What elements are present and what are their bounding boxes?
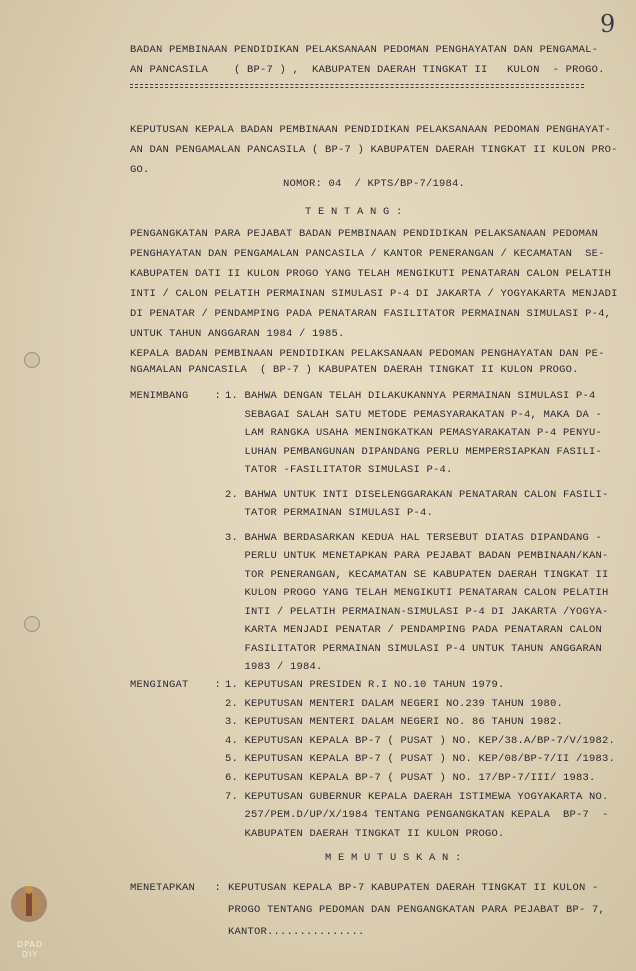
header-line-2: AN PANCASILA ( BP-7 ) , KABUPATEN DAERAH TINGKAT II KULON - PROGO. — [130, 64, 605, 76]
mengingat-item: 2. KEPUTUSAN MENTERI DALAM NEGERI NO.239 TAHUN 1980. — [225, 697, 564, 710]
punch-hole-bottom — [24, 616, 40, 632]
menetapkan-label: MENETAPKAN : — [130, 882, 222, 894]
menimbang-item-line: PERLU UNTUK MENETAPKAN PARA PEJABAT BADAN PEMBINAAN/KAN- — [225, 550, 609, 562]
mengingat-item: 5. KEPUTUSAN KEPALA BP-7 ( PUSAT ) NO. KEP/08/BP-7/II /1983. — [225, 753, 616, 766]
decree-number: NOMOR: 04 / KPTS/BP-7/1984. — [283, 178, 466, 190]
tentang-line: INTI / CALON PELATIH PERMAINAN SIMULASI P-4 DI JAKARTA / YOGYAKARTA MENJADI — [130, 288, 618, 300]
title-line-3: GO. — [130, 164, 150, 176]
tentang-line: KABUPATEN DATI II KULON PROGO YANG TELAH MENGIKUTI PENATARAN CALON PELATIH — [130, 268, 612, 280]
mengingat-item: 1. KEPUTUSAN PRESIDEN R.I NO.10 TAHUN 1979. — [225, 679, 505, 691]
punch-hole-top — [24, 352, 40, 368]
kepala-line: KEPALA BADAN PEMBINAAN PENDIDIKAN PELAKSANAAN PEDOMAN PENGHAYATAN DAN PE- — [130, 348, 605, 360]
mengingat-label: MENGINGAT : — [130, 679, 222, 691]
menimbang-item-line: 1983 / 1984. — [225, 661, 323, 673]
mengingat-item: 3. KEPUTUSAN MENTERI DALAM NEGERI NO. 86 TAHUN 1982. — [225, 716, 564, 729]
watermark-line-2: DIY — [21, 950, 39, 959]
tentang-heading: T E N T A N G : — [305, 206, 403, 218]
header-divider-second — [130, 87, 584, 88]
header-line-1: BADAN PEMBINAAN PENDIDIKAN PELAKSANAAN PEDOMAN PENGHAYATAN DAN PENGAMAL- — [130, 44, 599, 56]
tentang-line: DI PENATAR / PENDAMPING PADA PENATARAN FASILITATOR PERMAINAN SIMULASI P-4, — [130, 308, 612, 320]
menimbang-item-line: 3. BAHWA BERDASARKAN KEDUA HAL TERSEBUT DIATAS DIPANDANG - — [225, 531, 603, 544]
title-line-1: KEPUTUSAN KEPALA BADAN PEMBINAAN PENDIDIKAN PELAKSANAAN PEDOMAN PENGHAYAT- — [130, 124, 612, 136]
menimbang-item-line: LAM RANGKA USAHA MENINGKATKAN PEMASYARAKATAN P-4 PENYU- — [225, 427, 603, 439]
kepala-line: NGAMALAN PANCASILA ( BP-7 ) KABUPATEN DAERAH TINGKAT II KULON PROGO. — [130, 364, 579, 376]
watermark-text — [10, 940, 50, 960]
menimbang-item-line: FASILITATOR PERMAINAN SIMULASI P-4 UNTUK TAHUN ANGGARAN — [225, 642, 603, 655]
menimbang-label: MENIMBANG : — [130, 390, 222, 402]
page-number: 9 — [600, 10, 616, 38]
mengingat-item: 6. KEPUTUSAN KEPALA BP-7 ( PUSAT ) NO. 17/BP-7/III/ 1983. — [225, 772, 596, 784]
menimbang-item-line: TATOR PERMAINAN SIMULASI P-4. — [225, 507, 434, 519]
mengingat-item: 4. KEPUTUSAN KEPALA BP-7 ( PUSAT ) NO. KEP/38.A/BP-7/V/1982. — [225, 734, 616, 747]
menetapkan-line: KEPUTUSAN KEPALA BP-7 KABUPATEN DAERAH TINGKAT II KULON - — [228, 882, 599, 894]
menimbang-item-line: TOR PENERANGAN, KECAMATAN SE KABUPATEN DAERAH TINGKAT II — [225, 568, 609, 581]
memutuskan-heading: M E M U T U S K A N : — [325, 852, 462, 864]
menimbang-item-line: LUHAN PEMBANGUNAN DIPANDANG PERLU MEMPERSIAPKAN FASILI- — [225, 445, 603, 458]
mengingat-item: 7. KEPUTUSAN GUBERNUR KEPALA DAERAH ISTIMEWA YOGYAKARTA NO. — [225, 790, 609, 803]
menimbang-item-line: KARTA MENJADI PENATAR / PENDAMPING PADA PENATARAN CALON — [225, 624, 603, 636]
menimbang-item-line: 1. BAHWA DENGAN TELAH DILAKUKANNYA PERMAINAN SIMULASI P-4 — [225, 390, 596, 402]
mengingat-item: KABUPATEN DAERAH TINGKAT II KULON PROGO. — [225, 827, 505, 840]
archive-seal-icon — [6, 880, 52, 940]
tentang-line: PENGANGKATAN PARA PEJABAT BADAN PEMBINAAN PENDIDIKAN PELAKSANAAN PEDOMAN — [130, 228, 599, 240]
tentang-line: UNTUK TAHUN ANGGARAN 1984 / 1985. — [130, 328, 345, 340]
watermark-line-1: DPAD — [16, 940, 44, 949]
mengingat-item: 257/PEM.D/UP/X/1984 TENTANG PENGANGKATAN KEPALA BP-7 - — [225, 809, 609, 822]
menimbang-item-line: TATOR -FASILITATOR SIMULASI P-4. — [225, 464, 453, 476]
menimbang-item-line: KULON PROGO YANG TELAH MENGIKUTI PENATARAN CALON PELATIH — [225, 587, 609, 599]
menimbang-item-line: SEBAGAI SALAH SATU METODE PEMASYARAKATAN P-4, MAKA DA - — [225, 408, 603, 421]
menimbang-item-line: INTI / PELATIH PERMAINAN-SIMULASI P-4 DI JAKARTA /YOGYA- — [225, 605, 609, 618]
tentang-line: PENGHAYATAN DAN PENGAMALAN PANCASILA / KANTOR PENERANGAN / KECAMATAN SE- — [130, 248, 605, 260]
menimbang-item-line: 2. BAHWA UNTUK INTI DISELENGGARAKAN PENATARAN CALON FASILI- — [225, 488, 609, 501]
title-line-2: AN DAN PENGAMALAN PANCASILA ( BP-7 ) KABUPATEN DAERAH TINGKAT II KULON PRO- — [130, 144, 618, 156]
header-divider — [130, 84, 584, 85]
menetapkan-line: PROGO TENTANG PEDOMAN DAN PENGANGKATAN PARA PEJABAT BP- 7, — [228, 904, 606, 916]
menetapkan-line: KANTOR............... — [228, 926, 365, 938]
